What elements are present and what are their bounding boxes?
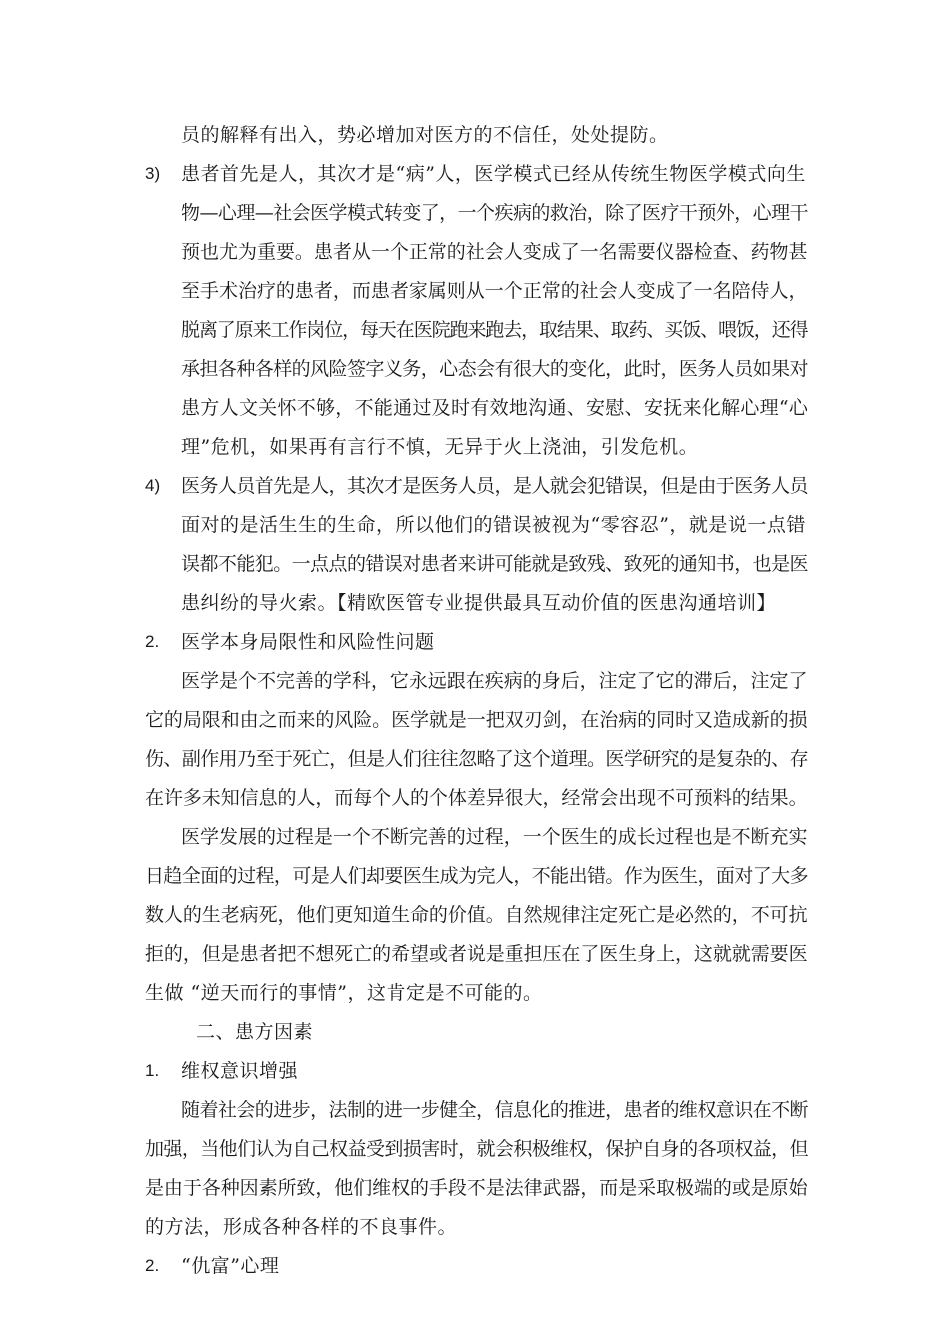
part-heading: 二、患方因素 (196, 1021, 314, 1043)
section-marker-2: 2. (145, 632, 160, 651)
item4-line-3: 误都不能犯。一点点的错误对患者来讲可能就是致残、致死的通知书，也是医 (181, 553, 809, 575)
p2-para-line-4: 的方法，形成各种各样的不良事件。 (145, 1216, 458, 1238)
para1-line-2: 它的局限和由之而来的风险。医学就是一把双刃剑，在治病的同时又造成新的损 (145, 709, 808, 731)
item3-line-3: 预也尤为重要。患者从一个正常的社会人变成了一名需要仪器检查、药物甚 (181, 241, 808, 263)
section-marker-p2-2: 2. (145, 1256, 160, 1275)
p2-para-line-2: 加强，当他们认为自己权益受到损害时，就会积极维权，保护自身的各项权益，但 (145, 1138, 809, 1160)
list-marker-4: 4) (145, 476, 161, 495)
para2-line-2: 日趋全面的过程，可是人们却要医生成为完人，不能出错。作为医生，面对了大多 (145, 865, 809, 887)
section-heading: 医学本身局限性和风险性问题 (181, 631, 435, 653)
subsection-heading-1: 维权意识增强 (181, 1060, 299, 1082)
item3-line-6: 承担各种各样的风险签字义务，心态会有很大的变化，此时，医务人员如果对 (181, 358, 809, 380)
subsection-heading-2: “仇富”心理 (181, 1255, 280, 1277)
para2-line-5: 生做 “逆天而行的事情”，这肯定是不可能的。 (145, 982, 543, 1004)
item4-line-2: 面对的是活生生的生命，所以他们的错误被视为“零容忍”，就是说一点错 (181, 514, 806, 536)
para2-line-3: 数人的生老病死，他们更知道生命的价值。自然规律注定死亡是必然的，不可抗 (145, 904, 808, 926)
section-marker-p2-1: 1. (145, 1061, 160, 1080)
continuation-line: 员的解释有出入，势必增加对医方的不信任，处处提防。 (181, 124, 669, 146)
para1-line-3: 伤、副作用乃至于死亡，但是人们往往忽略了这个道理。医学研究的是复杂的、存 (145, 748, 809, 770)
item3-line-2: 物—心理—社会医学模式转变了，一个疾病的救治，除了医疗干预外，心理干 (181, 202, 809, 224)
para2-line-4: 拒的，但是患者把不想死亡的希望或者说是重担压在了医生身上，这就就需要医 (145, 943, 808, 965)
item3-line-7: 患方人文关怀不够，不能通过及时有效地沟通、安慰、安抚来化解心理“心 (181, 397, 809, 419)
item3-line-1: 患者首先是人，其次才是“病”人，医学模式已经从传统生物医学模式向生 (181, 163, 806, 185)
para1-line-4: 在许多未知信息的人，而每个人的个体差异很大，经常会出现不可预料的结果。 (145, 787, 808, 809)
para1-line-1: 医学是个不完善的学科，它永远跟在疾病的身后，注定了它的滞后，注定了 (181, 670, 808, 692)
item3-line-8: 理”危机，如果再有言行不慎，无异于火上浇油，引发危机。 (181, 436, 699, 458)
p2-para-line-3: 是由于各种因素所致，他们维权的手段不是法律武器，而是采取极端的或是原始 (145, 1177, 808, 1199)
p2-para-line-1: 随着社会的进步，法制的进一步健全，信息化的推进，患者的维权意识在不断 (181, 1099, 809, 1121)
item4-line-4: 患纠纷的导火索。【精欧医管专业提供最具互动价值的医患沟通培训】 (181, 592, 777, 614)
list-marker-3: 3) (145, 164, 161, 183)
item3-line-5: 脱离了原来工作岗位，每天在医院跑来跑去，取结果、取药、买饭、喂饭，还得 (181, 319, 808, 341)
item4-line-1: 医务人员首先是人，其次才是医务人员，是人就会犯错误，但是由于医务人员 (181, 475, 809, 497)
item3-line-4: 至手术治疗的患者，而患者家属则从一个正常的社会人变成了一名陪侍人， (181, 280, 808, 302)
para2-line-1: 医学发展的过程是一个不断完善的过程，一个医生的成长过程也是不断充实 (181, 826, 808, 848)
